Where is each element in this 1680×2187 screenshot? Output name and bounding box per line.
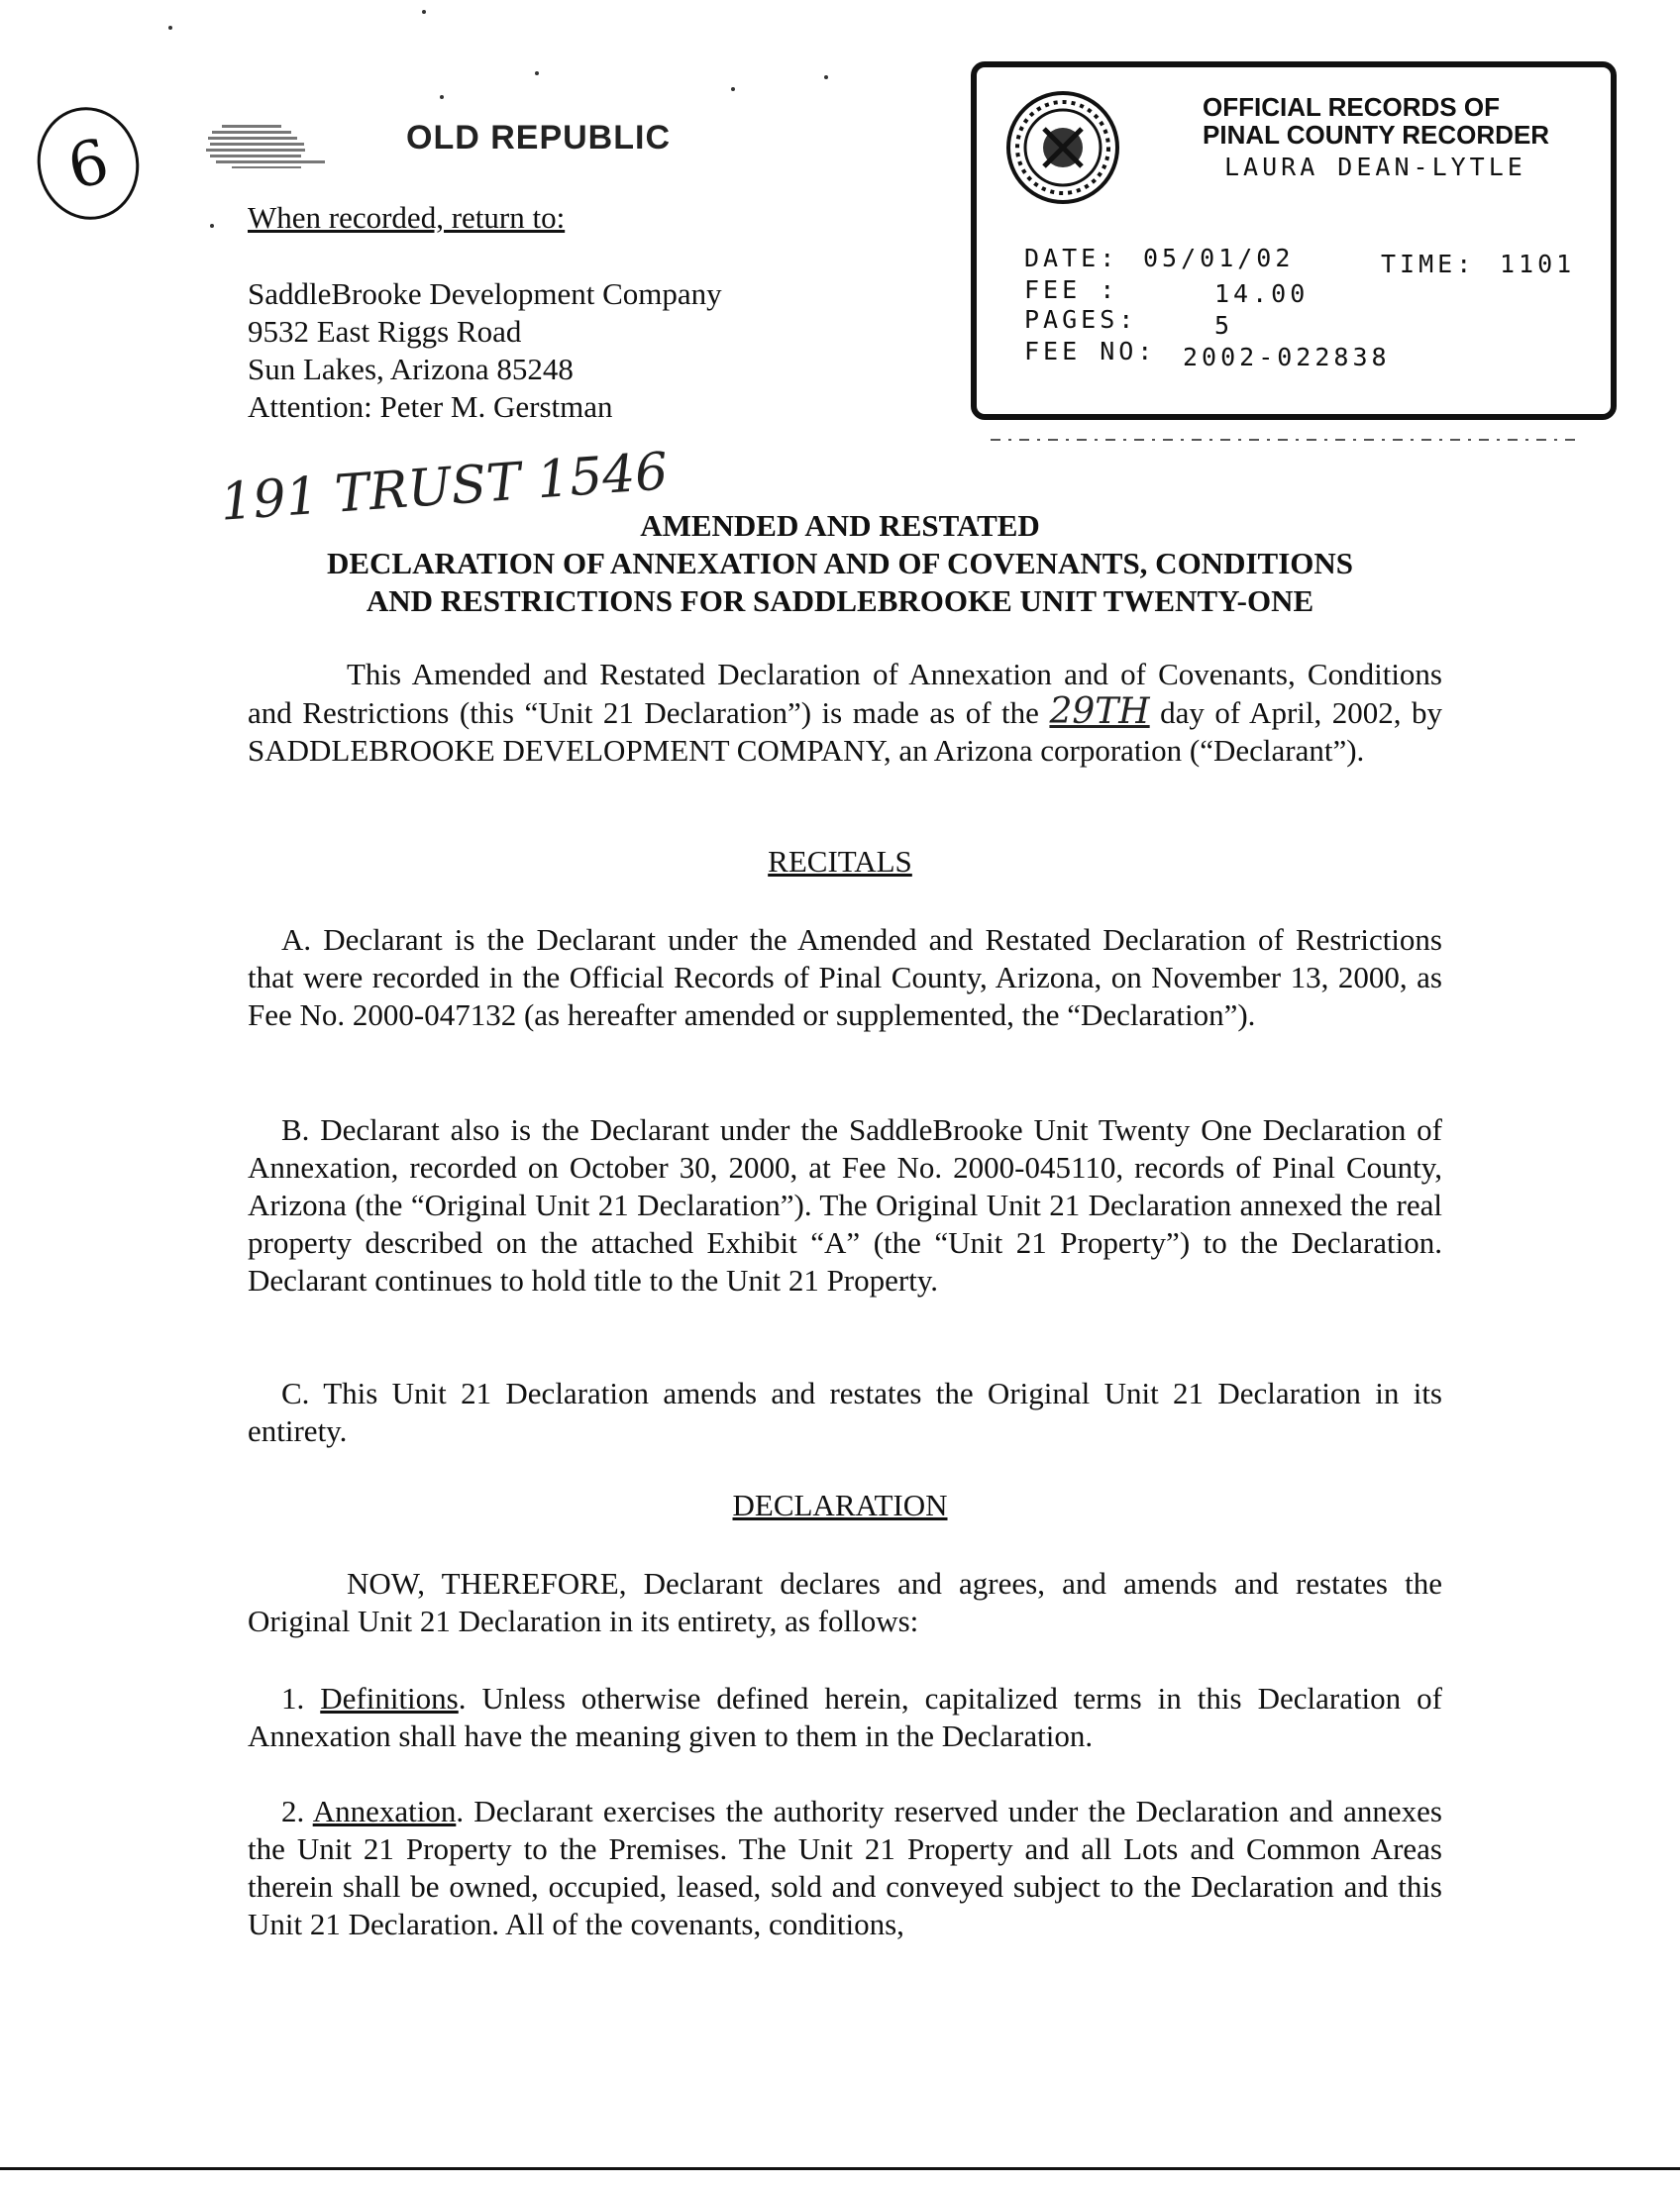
stamp-pages-value: 5 xyxy=(1214,311,1234,340)
section-1-text: . Unless otherwise defined herein, capitalized terms in this Declaration of Annexation shall have the meaning given to them in the Declaration. xyxy=(248,1681,1442,1753)
intro-text-part-2: day of April, 2002, by SADDLEBROOKE DEVELOPMENT COMPANY, an Arizona corporation (“Declarant”). xyxy=(248,695,1443,768)
section-1-number: 1. xyxy=(281,1681,321,1716)
stamp-fee-no-label: FEE NO: xyxy=(1024,337,1157,365)
stamp-fee-value: 14.00 xyxy=(1214,279,1310,308)
speck xyxy=(535,71,539,75)
document-title-line-2: DECLARATION OF ANNEXATION AND OF COVENANTS, CONDITIONS xyxy=(326,546,1354,580)
stamp-fee-label: FEE : xyxy=(1024,275,1119,304)
document-title-line-1: AMENDED AND RESTATED xyxy=(640,508,1040,543)
page-bottom-rule xyxy=(0,2167,1680,2170)
document-title-line-3: AND RESTRICTIONS FOR SADDLEBROOKE UNIT TWENTY-ONE xyxy=(366,583,1314,618)
old-republic-logo-text: OLD REPUBLIC xyxy=(406,119,671,156)
old-republic-logo-graphic xyxy=(202,117,331,174)
section-2-title: Annexation xyxy=(312,1794,457,1828)
section-1-title: Definitions xyxy=(320,1681,459,1716)
section-1-definitions xyxy=(248,1680,1442,1755)
speck xyxy=(440,95,444,99)
declaration-intro: NOW, THEREFORE, Declarant declares and agrees, and amends and restates the Original Unit 21 Declaration in its entirety, as follows: xyxy=(248,1566,1442,1638)
return-address-line: Sun Lakes, Arizona 85248 xyxy=(248,352,574,386)
section-2-number: 2. xyxy=(281,1794,313,1828)
handwritten-day: 29TH xyxy=(1049,691,1150,732)
return-address-line: SaddleBrooke Development Company xyxy=(248,276,722,311)
stamp-heading-line-2: PINAL COUNTY RECORDER xyxy=(1203,120,1550,150)
return-address-line: 9532 East Riggs Road xyxy=(248,314,522,349)
return-to-label: When recorded, return to: xyxy=(248,200,566,235)
recorder-stamp xyxy=(971,61,1617,420)
speck xyxy=(210,224,214,228)
margin-mark-text: 6 xyxy=(61,124,115,204)
recital-b: B. Declarant also is the Declarant under the SaddleBrooke Unit Twenty One Declaration of Annexation, recorded on October 30, 2000, at Fee No. 2000-045110, records of Pinal County, Arizona (the “Original Unit 21 Declaration”). The Original Unit 21 Declaration annexed the real property described on the attached Exhibit “A” (the “Unit 21 Property”) to the Declaration. Declarant continues to hold title to the Unit 21 Property. xyxy=(248,1112,1442,1298)
stamp-pages-label: PAGES: xyxy=(1024,305,1138,334)
declaration-heading: DECLARATION xyxy=(732,1488,948,1522)
section-2-annexation xyxy=(248,1793,1442,1943)
speck xyxy=(731,87,735,91)
stamp-dotted-line xyxy=(991,436,1575,444)
county-seal-icon xyxy=(1004,89,1121,206)
recital-a: A. Declarant is the Declarant under the Amended and Restated Declaration of Restrictions that were recorded in the Official Records of Pinal County, Arizona, on November 13, 2000, as Fee No. 2000-047132 (as hereafter amended or supplemented, the “Declaration”). xyxy=(248,922,1442,1032)
speck xyxy=(422,10,426,14)
stamp-date-value: 05/01/02 xyxy=(1143,244,1295,272)
intro-text-part-1: This Amended and Restated Declaration of Annexation and of Covenants, Conditions and Restrictions (this “Unit 21 Declaration”) is made as of the xyxy=(248,657,1442,730)
handwritten-note: 191 TRUST 1546 xyxy=(218,442,671,533)
recitals-heading: RECITALS xyxy=(768,844,912,879)
speck xyxy=(824,75,828,79)
circled-margin-mark xyxy=(27,98,149,230)
intro-paragraph xyxy=(248,656,1442,770)
stamp-time-label: TIME: xyxy=(1381,250,1476,278)
stamp-recorder-name: LAURA DEAN-LYTLE xyxy=(1224,153,1526,181)
recital-c: C. This Unit 21 Declaration amends and restates the Original Unit 21 Declaration in its entirety. xyxy=(248,1376,1442,1448)
stamp-date-label: DATE: xyxy=(1024,244,1119,272)
stamp-time-value: 1101 xyxy=(1500,250,1576,278)
section-2-text: . Declarant exercises the authority reserved under the Declaration and annexes the Unit 21 Property to the Premises. The Unit 21 Property and all Lots and Common Areas therein shall be owned, occupied, leased, sold and conveyed subject to the Declaration and this Unit 21 Declaration. All of the covenants, conditions, xyxy=(248,1794,1442,1941)
return-address-line: Attention: Peter M. Gerstman xyxy=(248,389,613,424)
stamp-fee-no-value: 2002-022838 xyxy=(1183,343,1391,371)
speck xyxy=(168,26,172,30)
stamp-heading-line-1: OFFICIAL RECORDS OF xyxy=(1203,92,1500,122)
